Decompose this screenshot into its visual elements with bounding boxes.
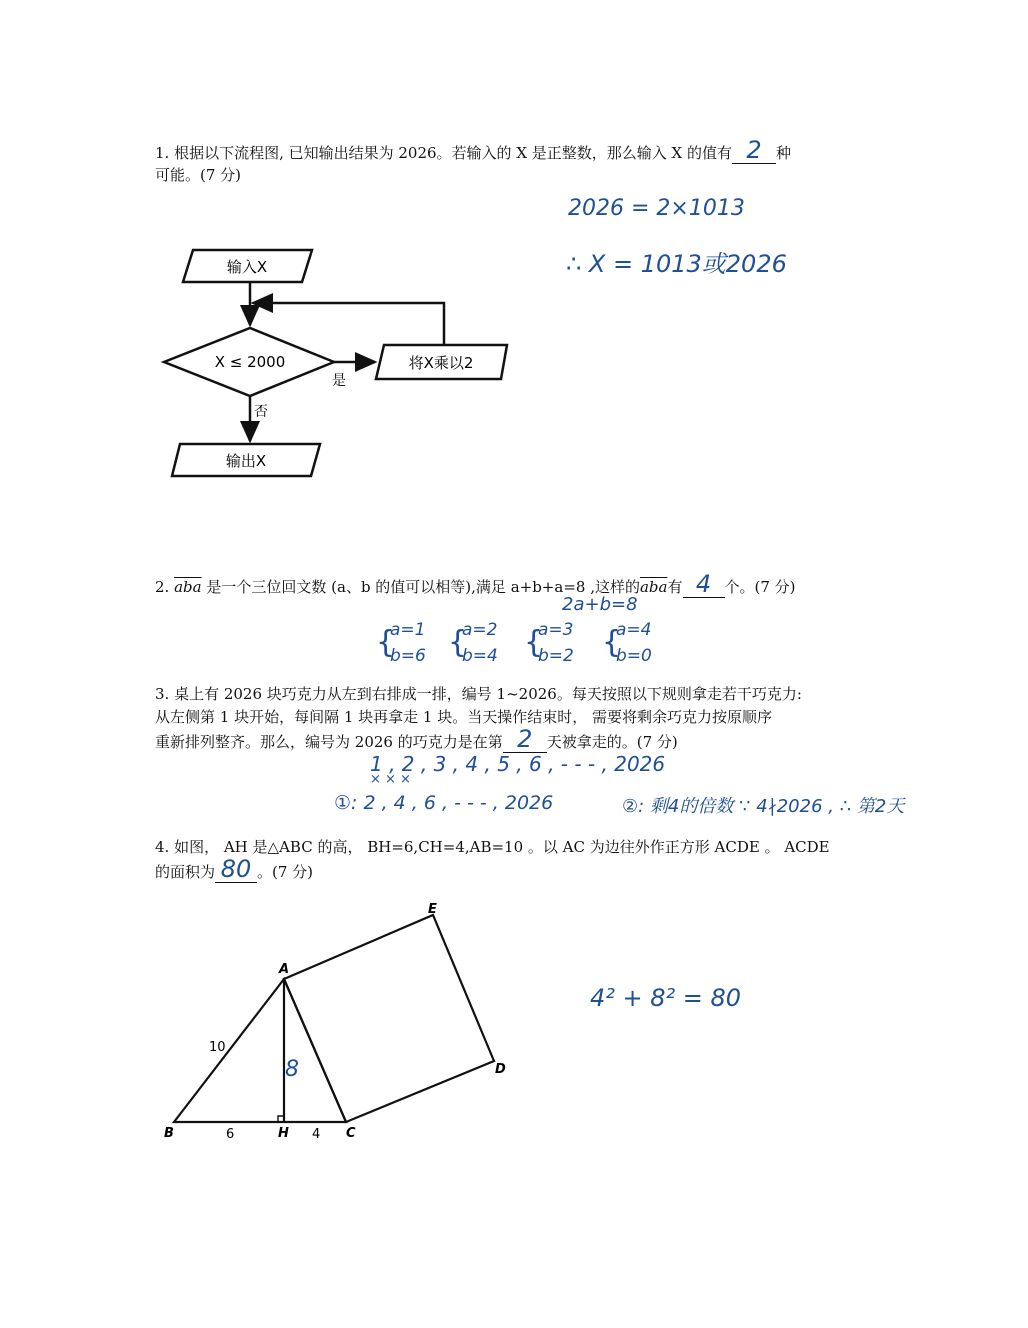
q2-work-eq: 2a+b=8 xyxy=(562,594,638,615)
flow-decision-label: X ≤ 2000 xyxy=(214,353,286,371)
label-a: A xyxy=(279,962,290,977)
q3-answer-blank xyxy=(503,725,547,753)
q1-answer-blank xyxy=(732,136,776,164)
q1-work-line1: 2026 = 2×1013 xyxy=(568,196,745,221)
q3-line1: 3. 桌上有 2026 块巧克力从左到右排成一排，编号 1~2026。每天按照以下规则拿走若干巧克力: xyxy=(155,685,802,703)
q4-line1: 4. 如图， AH 是△ABC 的高， BH=6,CH=4,AB=10 。以 AC 为边往外作正方形 ACDE 。 ACDE xyxy=(155,838,830,856)
q2-text-c: 个。(7 分) xyxy=(724,578,796,596)
q3-work-seq: 1 , 2 , 3 , 4 , 5 , 6 , - - - , 2026 xyxy=(370,752,666,776)
q4-answer-blank xyxy=(215,855,257,883)
brace-icon: { xyxy=(524,625,544,660)
q4-answer: 80 xyxy=(220,855,252,883)
q2-word2: $\overline{aba}$ xyxy=(639,578,668,596)
q3-line3 xyxy=(155,725,678,754)
q2-answer-blank xyxy=(683,570,725,598)
q2-sys4-b: b=0 xyxy=(616,646,652,666)
flow-process-label: 将X乘以2 xyxy=(408,354,474,372)
flow-no-label: 否 xyxy=(254,404,268,420)
square-acde xyxy=(284,915,494,1122)
q3-line3-a: 重新排列整齐。那么，编号为 2026 的巧克力是在第 xyxy=(155,733,503,751)
q3-work-marks: × × × xyxy=(370,772,411,787)
flow-input-label: 输入X xyxy=(226,258,268,276)
label-c: C xyxy=(346,1126,356,1141)
q3-answer: 2 xyxy=(517,725,533,753)
q4-line2-b: 。(7 分) xyxy=(257,863,314,881)
q2-sys3-a: a=3 xyxy=(538,620,574,640)
q2-prefix: 2. xyxy=(155,578,170,596)
label-e: E xyxy=(428,902,437,917)
label-h: H xyxy=(278,1126,289,1141)
q3-line3-b: 天被拿走的。(7 分) xyxy=(546,733,678,751)
q4-figure xyxy=(150,895,530,1155)
q2-line1 xyxy=(155,570,796,599)
q4-work: 4² + 8² = 80 xyxy=(590,984,742,1012)
q1-text-b: 种 xyxy=(776,144,792,162)
q2-sys1-b: b=6 xyxy=(390,646,426,666)
q2-answer: 4 xyxy=(695,570,712,598)
q1-line1 xyxy=(155,136,792,165)
q1-flowchart xyxy=(150,235,530,490)
label-d: D xyxy=(495,1062,506,1077)
q3-work-step2: ②: 剩4的倍数 ∵ 4∤2026 , ∴ 第2天 xyxy=(622,796,905,817)
label-ah-length: 8 xyxy=(285,1057,299,1082)
brace-icon: { xyxy=(448,625,468,660)
q2-text-b: 有 xyxy=(667,578,683,596)
brace-icon: { xyxy=(602,625,622,660)
q2-sys1-a: a=1 xyxy=(390,620,426,640)
brace-icon: { xyxy=(376,625,396,660)
q4-line2-a: 的面积为 xyxy=(155,863,216,881)
q2-text-a: 是一个三位回文数 (a、b 的值可以相等),满足 a+b+a=8 ,这样的 xyxy=(206,578,640,596)
label-b: B xyxy=(164,1126,174,1141)
label-hc-length: 4 xyxy=(312,1127,321,1142)
q1-work-line2: ∴ X = 1013或2026 xyxy=(566,250,787,278)
label-bh-length: 6 xyxy=(226,1127,235,1142)
q1-line2: 可能。(7 分) xyxy=(155,166,242,184)
q1-text-a: 1. 根据以下流程图, 已知输出结果为 2026。若输入的 X 是正整数，那么输入 X 的值有 xyxy=(155,144,732,162)
q3-work-step1: ①: 2 , 4 , 6 , - - - , 2026 xyxy=(334,792,554,814)
flow-yes-label: 是 xyxy=(332,373,346,389)
q2-word: $\overline{aba}$ xyxy=(174,578,202,596)
q2-sys2-b: b=4 xyxy=(462,646,498,666)
q2-sys3-b: b=2 xyxy=(538,646,574,666)
q2-systems xyxy=(376,618,676,674)
triangle-abc xyxy=(174,979,346,1122)
flow-output-label: 输出X xyxy=(225,452,267,470)
q2-sys4-a: a=4 xyxy=(616,620,652,640)
q3-line2: 从左侧第 1 块开始，每间隔 1 块再拿走 1 块。当天操作结束时， 需要将剩余巧克力按原顺序 xyxy=(155,708,773,726)
q2-sys2-a: a=2 xyxy=(462,620,498,640)
label-ab-length: 10 xyxy=(209,1040,226,1055)
flow-arrow-loop xyxy=(253,303,444,345)
q4-line2 xyxy=(155,855,314,884)
q1-answer: 2 xyxy=(746,136,762,164)
